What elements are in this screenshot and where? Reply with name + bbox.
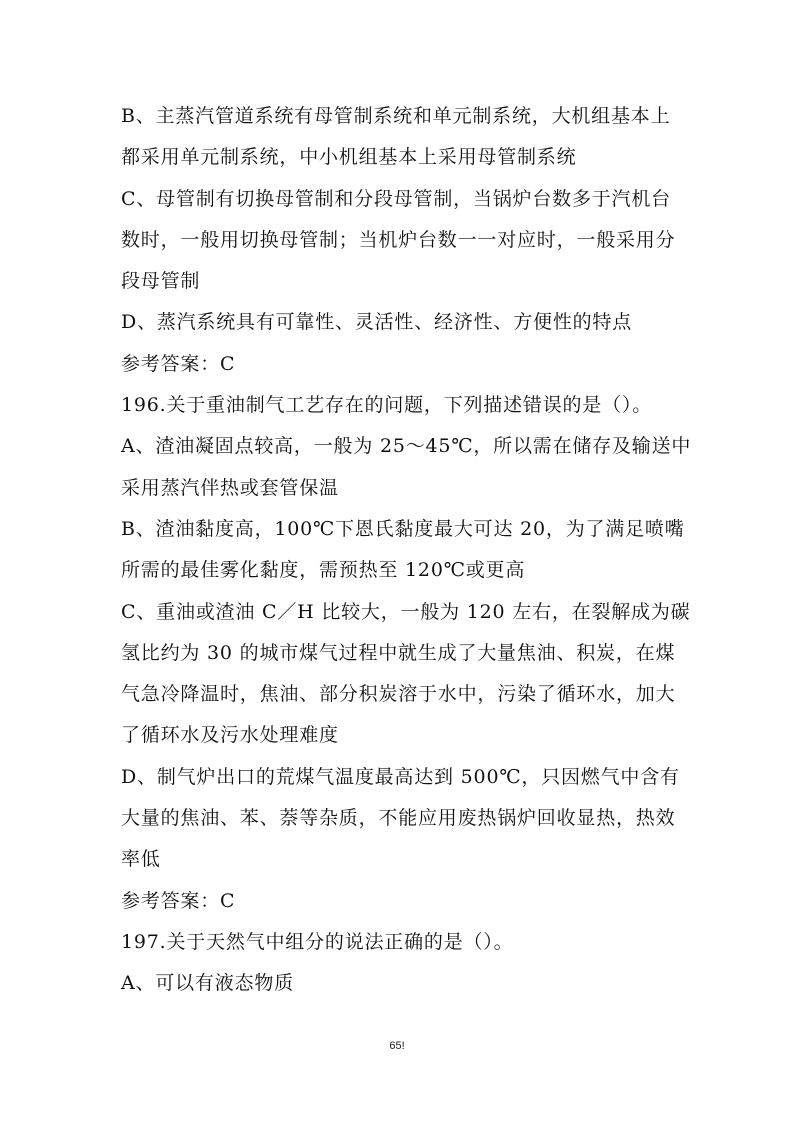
answer-q196: 参考答案：C — [121, 889, 236, 912]
answer-q195: 参考答案：C — [121, 352, 236, 375]
option-c-q196-line-2: 氢比约为 30 的城市煤气过程中就生成了大量焦油、积炭，在煤 — [121, 641, 676, 664]
question-197: 197.关于天然气中组分的说法正确的是（）。 — [121, 930, 514, 953]
option-b-q195-line-1: B、主蒸汽管道系统有母管制系统和单元制系统，大机组基本上 — [121, 105, 671, 127]
option-c-q196-line-3: 气急冷降温时，焦油、部分积炭溶于水中，污染了循环水，加大 — [121, 683, 676, 706]
option-c-q195-line-3: 段母管制 — [121, 270, 201, 293]
option-b-q195-line-2: 都采用单元制系统，中小机组基本上采用母管制系统 — [121, 146, 577, 169]
option-a-q196-line-1: A、渣油凝固点较高，一般为 25～45℃，所以需在储存及输送中 — [121, 435, 692, 458]
option-a-q197: A、可以有液态物质 — [121, 972, 294, 995]
option-d-q196-line-2: 大量的焦油、苯、萘等杂质，不能应用废热锅炉回收显热，热效 — [121, 807, 676, 830]
option-b-q196-line-2: 所需的最佳雾化黏度，需预热至 120℃或更高 — [121, 559, 526, 582]
option-d-q195: D、蒸汽系统具有可靠性、灵活性、经济性、方便性的特点 — [121, 311, 633, 334]
option-a-q196-line-2: 采用蒸汽伴热或套管保温 — [121, 476, 339, 499]
option-c-q196-line-1: C、重油或渣油 C／H 比较大，一般为 120 左右，在裂解成为碳 — [121, 600, 691, 623]
question-196: 196.关于重油制气工艺存在的问题，下列描述错误的是（）。 — [121, 394, 653, 417]
option-d-q196-line-3: 率低 — [121, 848, 161, 871]
option-c-q195-line-2: 数时，一般用切换母管制；当机炉台数一一对应时，一般采用分 — [121, 228, 676, 251]
option-d-q196-line-1: D、制气炉出口的荒煤气温度最高达到 500℃，只因燃气中含有 — [121, 765, 680, 788]
document-body — [121, 96, 692, 1005]
option-c-q196-line-4: 了循环水及污水处理难度 — [121, 724, 339, 747]
option-c-q195-line-1: C、母管制有切换母管制和分段母管制，当锅炉台数多于汽机台 — [121, 187, 671, 210]
option-b-q196-line-1: B、渣油黏度高，100℃下恩氏黏度最大可达 20，为了满足喷嘴 — [121, 517, 685, 540]
page-number: 65! — [389, 1040, 405, 1052]
